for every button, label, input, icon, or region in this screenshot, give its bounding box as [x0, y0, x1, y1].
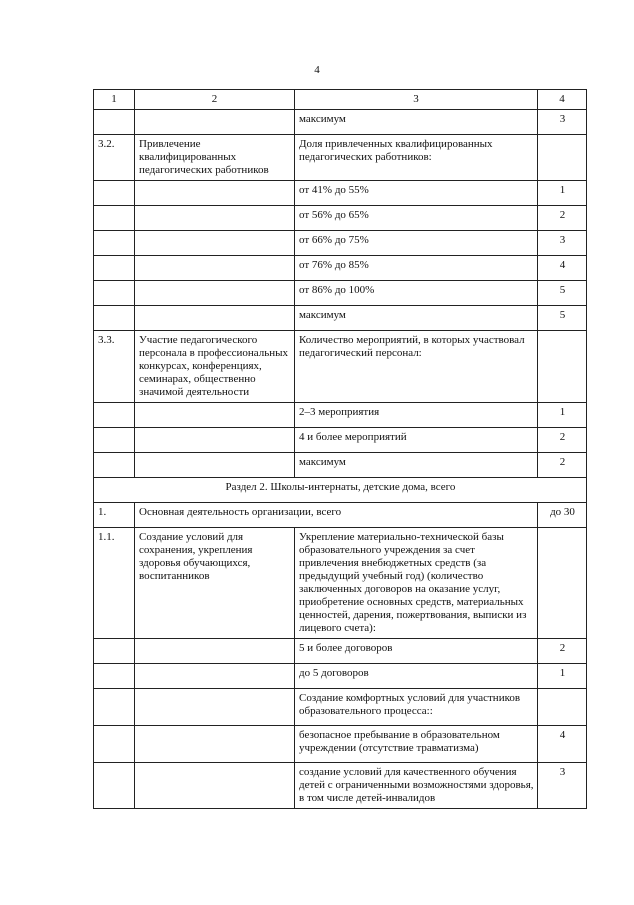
table-row: [94, 664, 587, 689]
header-cell: 4: [538, 90, 587, 110]
header-cell: 3: [295, 90, 538, 110]
option-cell: 5 и более договоров: [295, 639, 538, 664]
score-cell: 2: [538, 639, 587, 664]
num-cell: [94, 110, 135, 135]
table-row: [94, 306, 587, 331]
page-number: 4: [314, 64, 320, 76]
score-cell: 4: [538, 256, 587, 281]
option-cell: безопасное пребывание в образовательном учреждении (отсутствие травматизма): [295, 726, 538, 763]
score-cell: 2: [538, 206, 587, 231]
header-cell: 2: [135, 90, 295, 110]
name-cell: [135, 110, 295, 135]
table-row: [94, 256, 587, 281]
indicator-cell: Укрепление материально-технической базы образовательного учреждения за счет привлечения внебюджетных средств (за предыдущий учебный год) (количество заключенных договоров на оказание услуг, приобретение основных средств, материальных ценностей, дарения, пожертвования, выписки из лицевого счета):: [295, 528, 538, 639]
indicator-cell: Создание комфортных условий для участников образовательного процесса::: [295, 689, 538, 726]
table-row: [94, 503, 587, 528]
table-row: [94, 181, 587, 206]
score-cell: 1: [538, 403, 587, 428]
table-header-row: [94, 90, 587, 110]
option-cell: 4 и более мероприятий: [295, 428, 538, 453]
indicator-cell: Количество мероприятий, в которых участвовал педагогический персонал:: [295, 331, 538, 403]
name-cell: Создание условий для сохранения, укрепления здоровья обучающихся, воспитанников: [135, 528, 295, 639]
table-row: [94, 639, 587, 664]
num-cell: 1.1.: [94, 528, 135, 639]
score-cell: 3: [538, 110, 587, 135]
table-row: [94, 763, 587, 809]
score-cell: 3: [538, 231, 587, 256]
table-row: [94, 689, 587, 726]
num-cell: 3.3.: [94, 331, 135, 403]
score-cell: [538, 528, 587, 639]
option-cell: максимум: [295, 306, 538, 331]
option-cell: от 76% до 85%: [295, 256, 538, 281]
option-cell: от 86% до 100%: [295, 281, 538, 306]
score-cell: [538, 331, 587, 403]
header-cell: 1: [94, 90, 135, 110]
score-cell: [538, 689, 587, 726]
name-cell: Привлечение квалифицированных педагогических работников: [135, 135, 295, 181]
table-row: [94, 281, 587, 306]
table-row: [94, 206, 587, 231]
table-row: [94, 331, 587, 403]
score-cell: 1: [538, 664, 587, 689]
option-cell: максимум: [295, 110, 538, 135]
score-cell: 5: [538, 281, 587, 306]
indicator-cell: Доля привлеченных квалифицированных педагогических работников:: [295, 135, 538, 181]
score-cell: 5: [538, 306, 587, 331]
table-row: [94, 726, 587, 763]
num-cell: 1.: [94, 503, 135, 528]
name-cell: Основная деятельность организации, всего: [135, 503, 538, 528]
table-row: [94, 528, 587, 639]
criteria-table: [93, 89, 587, 809]
table-row: [94, 403, 587, 428]
option-cell: 2–3 мероприятия: [295, 403, 538, 428]
table-row: [94, 110, 587, 135]
score-cell: [538, 135, 587, 181]
option-cell: от 56% до 65%: [295, 206, 538, 231]
num-cell: 3.2.: [94, 135, 135, 181]
name-cell: Участие педагогического персонала в профессиональных конкурсах, конференциях, семинарах, общественно значимой деятельности: [135, 331, 295, 403]
score-cell: 2: [538, 453, 587, 478]
score-cell: 3: [538, 763, 587, 809]
section-title: Раздел 2. Школы-интернаты, детские дома, всего: [94, 478, 587, 503]
score-cell: 1: [538, 181, 587, 206]
table-row: [94, 231, 587, 256]
table-row: [94, 135, 587, 181]
score-cell: 4: [538, 726, 587, 763]
table-row: [94, 428, 587, 453]
option-cell: до 5 договоров: [295, 664, 538, 689]
section-row: [94, 478, 587, 503]
option-cell: создание условий для качественного обучения детей с ограниченными возможностями здоровья, в том числе детей-инвалидов: [295, 763, 538, 809]
option-cell: от 41% до 55%: [295, 181, 538, 206]
table-row: [94, 453, 587, 478]
option-cell: максимум: [295, 453, 538, 478]
score-cell: 2: [538, 428, 587, 453]
score-cell: до 30: [538, 503, 587, 528]
option-cell: от 66% до 75%: [295, 231, 538, 256]
